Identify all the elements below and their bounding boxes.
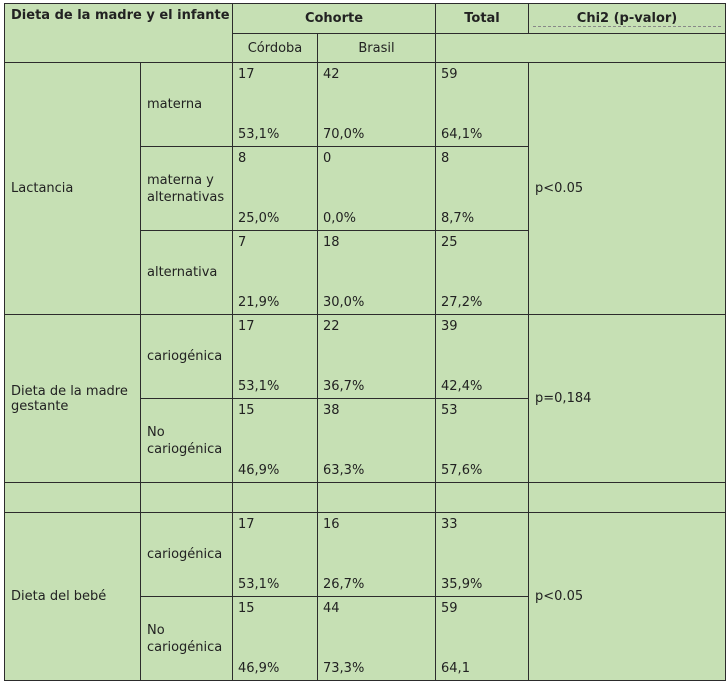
count: 33 <box>441 517 458 532</box>
group-label: Dieta de la madre gestante <box>5 315 141 483</box>
count: 59 <box>441 601 458 616</box>
table-row <box>5 513 726 597</box>
percent: 26,7% <box>323 577 365 592</box>
total-cell <box>436 147 529 231</box>
percent: 35,9% <box>441 577 483 592</box>
count: 8 <box>238 151 247 166</box>
empty-cell <box>141 483 233 513</box>
sub-label: No cariogénica <box>141 597 233 681</box>
sub-label: cariogénica <box>141 315 233 399</box>
spacer-row <box>5 483 726 513</box>
cordoba-cell <box>233 147 318 231</box>
p-value: p<0.05 <box>529 63 726 315</box>
count: 17 <box>238 319 255 334</box>
total-cell <box>436 63 529 147</box>
count: 38 <box>323 403 340 418</box>
brasil-cell <box>318 147 436 231</box>
sub-label: alternativa <box>141 231 233 315</box>
table-row <box>5 315 726 399</box>
cordoba-cell <box>233 63 318 147</box>
count: 25 <box>441 235 458 250</box>
percent: 30,0% <box>323 295 365 310</box>
percent: 36,7% <box>323 379 365 394</box>
count: 8 <box>441 151 450 166</box>
count: 7 <box>238 235 247 250</box>
brasil-cell <box>318 231 436 315</box>
count: 0 <box>323 151 332 166</box>
header-brasil: Brasil <box>318 34 436 63</box>
count: 39 <box>441 319 458 334</box>
count: 22 <box>323 319 340 334</box>
count: 16 <box>323 517 340 532</box>
brasil-cell <box>318 597 436 681</box>
header-cohort: Cohorte <box>233 4 436 34</box>
count: 17 <box>238 517 255 532</box>
percent: 53,1% <box>238 379 280 394</box>
percent: 27,2% <box>441 295 483 310</box>
percent: 53,1% <box>238 577 280 592</box>
percent: 0,0% <box>323 211 357 226</box>
percent: 70,0% <box>323 127 365 142</box>
percent: 64,1 <box>441 661 470 676</box>
sub-label: materna <box>141 63 233 147</box>
sub-label: materna y alternativas <box>141 147 233 231</box>
header-chi-label: Chi2 (p-valor) <box>576 10 678 26</box>
cordoba-cell <box>233 513 318 597</box>
total-cell <box>436 231 529 315</box>
total-cell <box>436 597 529 681</box>
p-value: p=0,184 <box>529 315 726 483</box>
group-label: Lactancia <box>5 63 141 315</box>
total-cell <box>436 315 529 399</box>
percent: 73,3% <box>323 661 365 676</box>
empty-cell <box>318 483 436 513</box>
sub-label: cariogénica <box>141 513 233 597</box>
count: 17 <box>238 67 255 82</box>
percent: 46,9% <box>238 463 280 478</box>
percent: 57,6% <box>441 463 483 478</box>
count: 59 <box>441 67 458 82</box>
count: 53 <box>441 403 458 418</box>
percent: 21,9% <box>238 295 280 310</box>
sub-label: No cariogénica <box>141 399 233 483</box>
percent: 42,4% <box>441 379 483 394</box>
count: 44 <box>323 601 340 616</box>
count: 15 <box>238 601 255 616</box>
total-cell <box>436 513 529 597</box>
brasil-cell <box>318 63 436 147</box>
empty-cell <box>529 483 726 513</box>
table-row <box>5 63 726 147</box>
percent: 46,9% <box>238 661 280 676</box>
header-chi-divider <box>533 26 721 27</box>
brasil-cell <box>318 513 436 597</box>
header-blank <box>436 34 726 63</box>
group-label: Dieta del bebé <box>5 513 141 681</box>
header-diet: Dieta de la madre y el infante <box>5 4 233 63</box>
header-total: Total <box>436 4 529 34</box>
empty-cell <box>5 483 141 513</box>
brasil-cell <box>318 315 436 399</box>
percent: 53,1% <box>238 127 280 142</box>
count: 18 <box>323 235 340 250</box>
data-table <box>4 3 726 681</box>
header-cordoba: Córdoba <box>233 34 318 63</box>
total-cell <box>436 399 529 483</box>
p-value: p<0.05 <box>529 513 726 681</box>
empty-cell <box>436 483 529 513</box>
count: 42 <box>323 67 340 82</box>
percent: 25,0% <box>238 211 280 226</box>
empty-cell <box>233 483 318 513</box>
header-chi <box>529 4 726 34</box>
brasil-cell <box>318 399 436 483</box>
cordoba-cell <box>233 597 318 681</box>
percent: 8,7% <box>441 211 475 226</box>
cordoba-cell <box>233 231 318 315</box>
count: 15 <box>238 403 255 418</box>
cordoba-cell <box>233 315 318 399</box>
cordoba-cell <box>233 399 318 483</box>
percent: 63,3% <box>323 463 365 478</box>
percent: 64,1% <box>441 127 483 142</box>
